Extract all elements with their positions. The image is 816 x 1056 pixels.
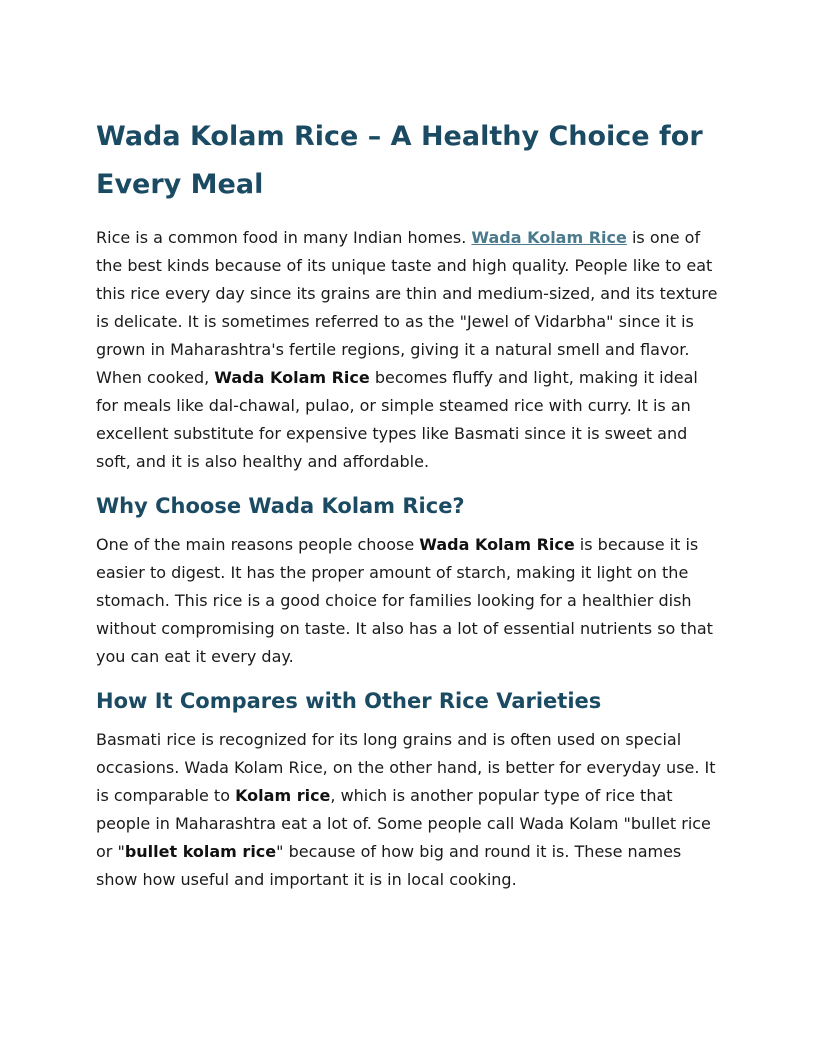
section-heading-compare: How It Compares with Other Rice Varieties: [96, 689, 602, 713]
why-paragraph: [96, 531, 720, 671]
compare-bold-kolam-rice: Kolam rice: [235, 786, 331, 805]
why-text-2: is because it is easier to digest. It has the proper amount of starch, making it light on the stomach. This rice is a good choice for families looking for a healthier dish without compromising on taste. It also has a lot of essential nutrients so that you can eat it every day.: [96, 535, 713, 666]
compare-text-2: , which is another popular type of rice that people in Maharashtra eat a lot of. Some people call Wada Kolam "bullet rice or ": [96, 786, 711, 861]
intro-text-2: is one of the best kinds because of its unique taste and high quality. People like to eat this rice every day since its grains are thin and medium-sized, and its texture is delicate. It is sometimes referred to as the "Jewel of Vidarbha" since it is grown in Maharashtra's fertile regions, giving it a natural smell and flavor. When cooked,: [96, 228, 718, 387]
section-heading-why: Why Choose Wada Kolam Rice?: [96, 494, 465, 518]
compare-bold-bullet-kolam-rice: bullet kolam rice: [124, 842, 277, 861]
intro-bold-wada-kolam-rice: Wada Kolam Rice: [214, 368, 370, 387]
why-bold-wada-kolam-rice: Wada Kolam Rice: [419, 535, 575, 554]
intro-paragraph: [96, 224, 720, 476]
why-text-1: One of the main reasons people choose: [96, 535, 420, 554]
wada-kolam-rice-link[interactable]: Wada Kolam Rice: [471, 228, 627, 247]
compare-text-3: " because of how big and round it is. These names show how useful and important it is in local cooking.: [96, 842, 682, 889]
page-title: Wada Kolam Rice – A Healthy Choice for Every Meal: [96, 121, 703, 200]
intro-text-3: becomes fluffy and light, making it ideal for meals like dal-chawal, pulao, or simple steamed rice with curry. It is an excellent substitute for expensive types like Basmati since it is sweet and soft, and it is also healthy and affordable.: [96, 368, 698, 471]
compare-text-1: Basmati rice is recognized for its long grains and is often used on special occasions. Wada Kolam Rice, on the other hand, is better for everyday use. It is comparable to: [96, 730, 716, 805]
intro-text-1: Rice is a common food in many Indian homes.: [96, 228, 472, 247]
compare-paragraph: [96, 726, 720, 894]
